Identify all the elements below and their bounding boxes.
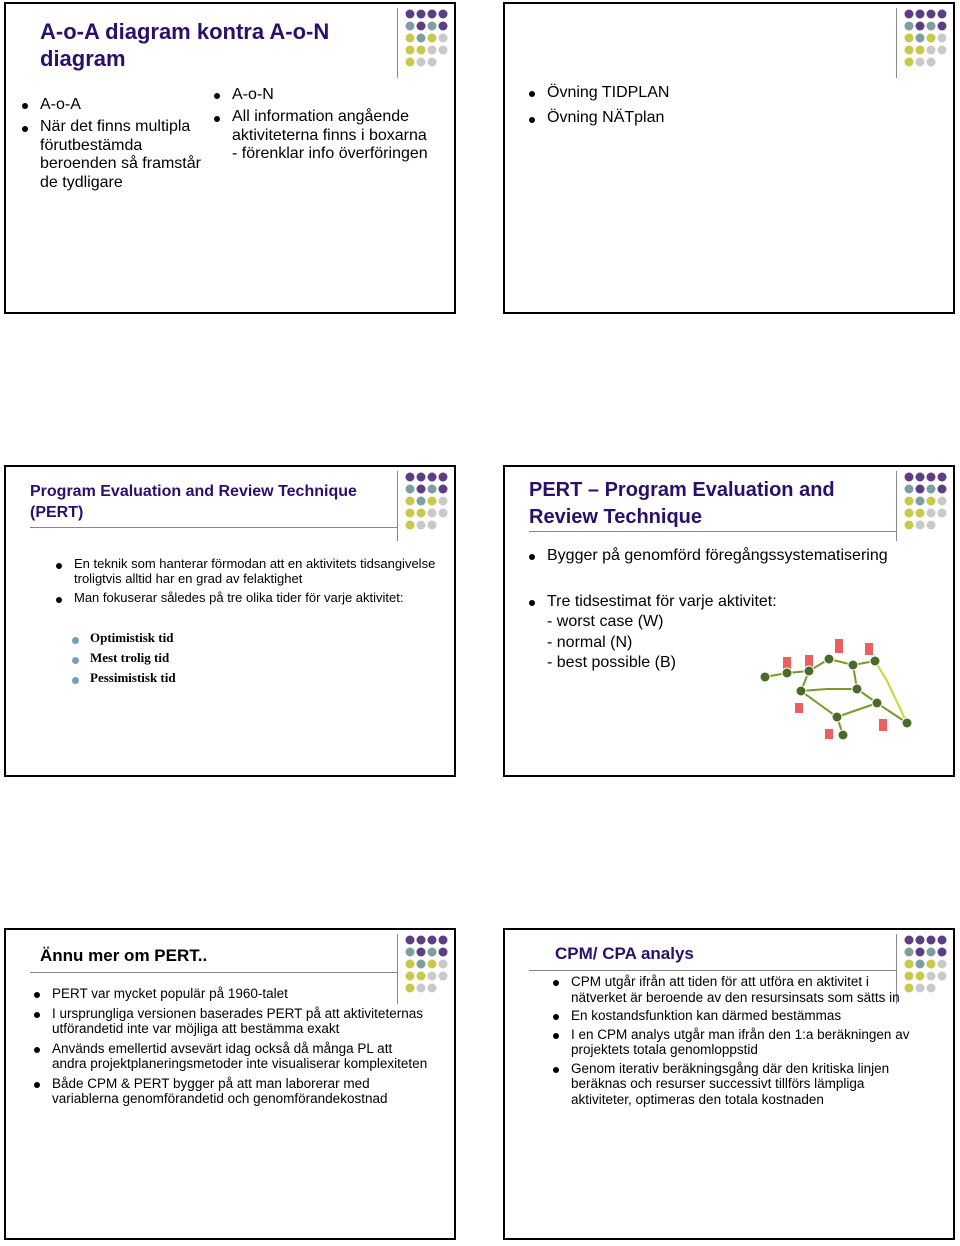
decoration-dot [417,34,426,43]
decoration-dot [406,972,415,981]
decoration-dot [428,10,437,19]
decoration-dot [938,509,947,518]
list-item: Optimistisk tid [72,631,372,646]
decoration-dot [417,972,426,981]
list-item: Mest trolig tid [72,651,372,666]
slide-aoa-aon [4,2,456,314]
decoration-dot [428,936,437,945]
decoration-dot [927,10,936,19]
decoration-dot [439,972,448,981]
divider [896,8,897,78]
decoration-dot [417,960,426,969]
decoration-dot [417,22,426,31]
decoration-dot [927,473,936,482]
bullet-list [529,84,889,128]
decoration-dot [927,497,936,506]
decoration-dot [406,497,415,506]
estimates-title: Tre tidsestimat för varje aktivitet: [547,593,777,610]
decoration-dot [927,521,936,530]
bullet-list [553,974,913,1107]
decoration-dot [938,936,947,945]
decoration-dot [406,936,415,945]
decoration-dot [927,960,936,969]
decoration-dot [439,46,448,55]
decoration-dot [428,972,437,981]
decoration-dot [927,972,936,981]
list-item: En kostandsfunktion kan därmed bestämmas [553,1008,913,1024]
decoration-dot [439,22,448,31]
decoration-dot [439,473,448,482]
decoration-dot [417,509,426,518]
decoration-dot [406,473,415,482]
decoration-dot [916,473,925,482]
list-item: Både CPM & PERT bygger på att man laborerar med variablerna genomförandetid och genomförandekostnad [34,1076,429,1107]
list-item: När det finns multipla förutbestämda beroenden så framstår de tydligare [22,118,212,192]
decoration-dot [428,960,437,969]
decoration-dot [938,10,947,19]
network-diagram-image [757,633,927,743]
dot-grid-decoration [903,471,947,537]
decoration-dot [916,936,925,945]
list-item: Övning TIDPLAN [529,84,889,102]
slide-mer-om-pert [4,928,456,1240]
decoration-dot [417,46,426,55]
decoration-dot [439,10,448,19]
bullet-list [529,547,929,565]
list-item: PERT var mycket populär på 1960-talet [34,986,429,1002]
decoration-dot [916,509,925,518]
decoration-dot [905,509,914,518]
dot-grid-decoration [404,8,448,74]
decoration-dot [428,58,437,67]
decoration-dot [428,46,437,55]
decoration-dot [406,10,415,19]
decoration-dot [417,58,426,67]
decoration-dot [406,22,415,31]
decoration-dot [905,473,914,482]
decoration-dot [905,936,914,945]
decoration-dot [406,485,415,494]
divider [30,972,398,973]
list-item: Genom iterativ beräkningsgång där den kritiska linjen beräknas och resurser successivt tillförs lämpliga aktiviteter, optimeras den totala kostnaden [553,1061,913,1108]
list-item: CPM utgår ifrån att tiden för att utföra en aktivitet i nätverket är beroende av den resursinsats som sätts in [553,974,913,1005]
decoration-dot [406,509,415,518]
decoration-dot [916,22,925,31]
decoration-dot [428,485,437,494]
list-item: Övning NÄTplan [529,109,889,127]
list-item: A-o-A [22,96,212,114]
decoration-dot [905,34,914,43]
decoration-dot [417,485,426,494]
decoration-dot [905,521,914,530]
divider [529,970,897,971]
list-item: Bygger på genomförd föregångssystematisering [529,547,929,565]
decoration-dot [927,22,936,31]
decoration-dot [417,497,426,506]
decoration-dot [439,948,448,957]
decoration-dot [927,948,936,957]
list-item: A-o-N [214,86,429,104]
decoration-dot [428,497,437,506]
divider [529,531,897,532]
decoration-dot [916,34,925,43]
decoration-dot [905,485,914,494]
decoration-dot [938,473,947,482]
slide-title: Program Evaluation and Review Technique (PERT) [30,483,357,521]
right-bullet-list [214,86,429,164]
decoration-dot [905,960,914,969]
decoration-dot [406,58,415,67]
decoration-dot [406,46,415,55]
decoration-dot [406,948,415,957]
decoration-dot [927,46,936,55]
bullet-list [34,986,429,1107]
decoration-dot [927,58,936,67]
sub-bullet-list [72,631,372,686]
decoration-dot [428,22,437,31]
decoration-dot [938,948,947,957]
decoration-dot [439,485,448,494]
decoration-dot [417,936,426,945]
decoration-dot [916,984,925,993]
decoration-dot [916,58,925,67]
decoration-dot [417,521,426,530]
decoration-dot [938,46,947,55]
list-item: En teknik som hanterar förmodan att en aktivitets tidsangivelse troligtvis alltid har en grad av felaktighet [56,557,436,587]
decoration-dot [905,10,914,19]
decoration-dot [417,10,426,19]
decoration-dot [938,960,947,969]
divider [397,8,398,78]
decoration-dot [439,960,448,969]
decoration-dot [428,34,437,43]
decoration-dot [905,46,914,55]
slide-ovning [503,2,955,314]
decoration-dot [938,972,947,981]
list-item: All information angående aktiviteterna finns i boxarna - förenklar info överföringen [214,108,429,163]
slide-title: A-o-A diagram kontra A-o-N diagram [40,19,330,71]
decoration-dot [938,497,947,506]
decoration-dot [927,34,936,43]
decoration-dot [439,509,448,518]
list-item: Används emellertid avsevärt idag också då många PL att andra projektplaneringsmetoder inte visualiserar komplexiteten [34,1041,429,1072]
decoration-dot [916,46,925,55]
decoration-dot [916,972,925,981]
decoration-dot [439,936,448,945]
decoration-dot [905,22,914,31]
decoration-dot [428,521,437,530]
slide-pert-intro [4,465,456,777]
slide-title: CPM/ CPA analys [555,944,694,963]
divider [30,527,398,528]
decoration-dot [905,58,914,67]
slide-cpm-cpa [503,928,955,1240]
decoration-dot [938,22,947,31]
estimate-line: - best possible (B) [547,654,676,672]
decoration-dot [417,948,426,957]
decoration-dot [428,948,437,957]
left-bullet-list [22,96,212,192]
dot-grid-decoration [903,8,947,74]
decoration-dot [927,984,936,993]
decoration-dot [916,960,925,969]
decoration-dot [927,485,936,494]
list-item: Man fokuserar således på tre olika tider för varje aktivitet: [56,591,436,606]
dot-grid-decoration [404,471,448,537]
slide-title: Ännu mer om PERT.. [40,946,208,965]
list-item: I ursprungliga versionen baserades PERT på att aktiviteternas utförandetid inte var möjliga att bestämma exakt [34,1006,429,1037]
estimate-line: - worst case (W) [547,613,664,631]
list-item: I en CPM analys utgår man ifrån den 1:a beräkningen av projektets totala genomloppstid [553,1027,913,1058]
decoration-dot [927,509,936,518]
decoration-dot [417,473,426,482]
decoration-dot [916,521,925,530]
decoration-dot [428,473,437,482]
decoration-dot [927,936,936,945]
decoration-dot [905,948,914,957]
decoration-dot [406,521,415,530]
decoration-dot [916,497,925,506]
decoration-dot [916,948,925,957]
list-item: Pessimistisk tid [72,671,372,686]
estimate-line: - normal (N) [547,633,633,651]
decoration-dot [439,497,448,506]
decoration-dot [905,497,914,506]
bullet-list [56,557,436,606]
decoration-dot [406,960,415,969]
slide-title: PERT – Program Evaluation and Review Technique [529,479,835,528]
decoration-dot [428,509,437,518]
decoration-dot [439,34,448,43]
decoration-dot [938,485,947,494]
decoration-dot [938,34,947,43]
decoration-dot [406,34,415,43]
decoration-dot [916,485,925,494]
slide-pert-estimates [503,465,955,777]
decoration-dot [916,10,925,19]
